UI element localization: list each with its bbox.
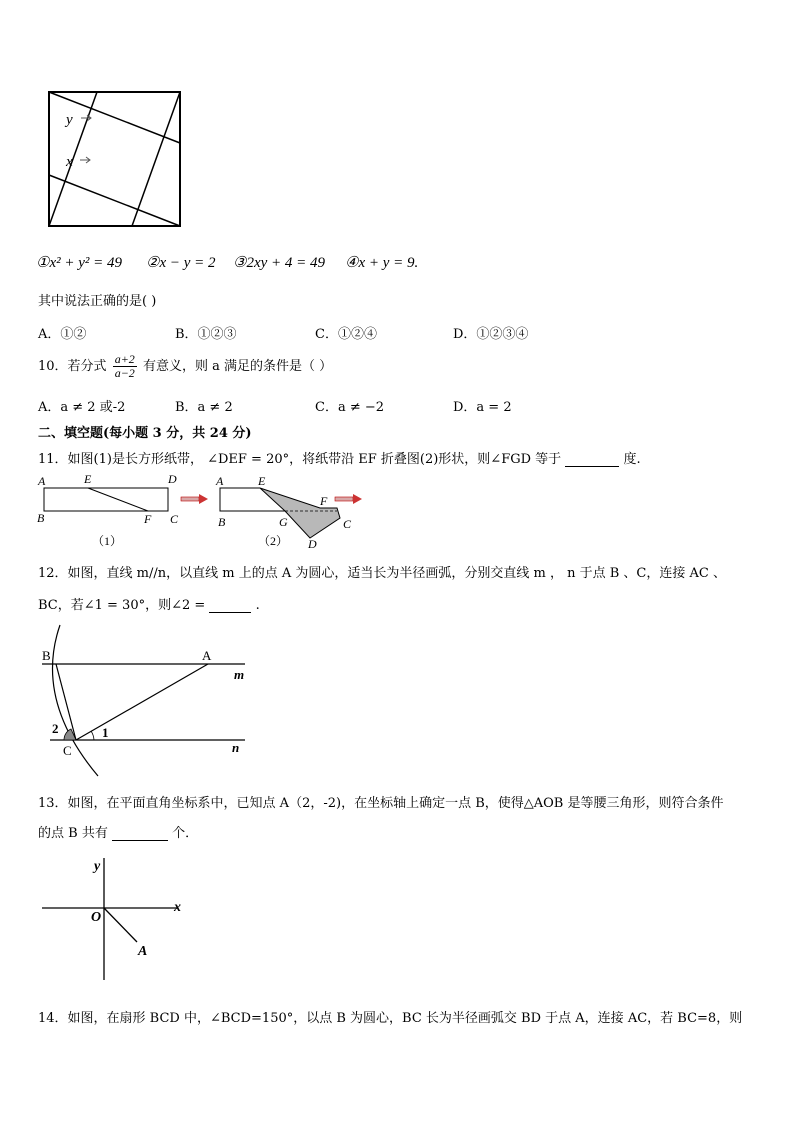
q11-stem xyxy=(38,448,641,467)
fig-arrow-1 xyxy=(181,494,208,504)
segment-BC xyxy=(56,664,76,740)
q9-option-d: D．①②③④ xyxy=(453,327,529,342)
q9-square-figure xyxy=(44,88,186,230)
diag-line-4 xyxy=(49,92,97,226)
fig2-caption: （2） xyxy=(258,534,289,548)
q14-line1: 14．如图，在扇形 BCD 中，∠BCD=150°，以点 B 为圆心，BC 长为半径画弧交 BD 于点 A，连接 AC，若 BC=8，则 xyxy=(38,1011,743,1026)
q12-line2-text: BC，若∠1 = 30°，则∠2 = xyxy=(38,598,206,613)
diag-line-2 xyxy=(132,92,180,226)
q12-label-B: B xyxy=(42,648,51,663)
segment-AC xyxy=(76,664,208,740)
q13-line2-text: 的点 B 共有 xyxy=(38,826,108,841)
q13-line1: 13．如图，在平面直角坐标系中，已知点 A（2，-2)，在坐标轴上确定一点 B，使得△AOB 是等腰三角形，则符合条件 xyxy=(38,796,724,811)
q10-frac-numerator: a+2 xyxy=(114,352,135,366)
fig1-caption: （1） xyxy=(92,534,123,548)
fig2-label-A: A xyxy=(216,474,224,488)
fig1-label-B: B xyxy=(37,511,45,525)
q13-line2 xyxy=(38,822,198,841)
q9-eq4: ④x + y = 9. xyxy=(345,255,419,271)
q10-frac-denominator: a−2 xyxy=(114,366,135,380)
fig1-label-D: D xyxy=(168,472,177,486)
q9-prompt: 其中说法正确的是( ) xyxy=(38,294,157,309)
q9-fig-label-x: x xyxy=(66,154,73,170)
fig2-label-D: D xyxy=(308,537,317,551)
q9-eq1: ①x² + y² = 49 xyxy=(36,255,123,271)
q13-label-A: A xyxy=(138,944,148,959)
q11-text-a: 11．如图(1)是长方形纸带， ∠DEF = 20°，将纸带沿 EF 折叠图(2)形状，则∠FGD 等于 xyxy=(38,452,562,467)
q9-eq3: ③2xy + 4 = 49 xyxy=(233,255,326,271)
q10-option-a: A．a ≠ 2 或-2 xyxy=(38,400,126,415)
fig2-label-E: E xyxy=(258,474,266,488)
q12-label-n: n xyxy=(232,740,240,755)
arc-bc xyxy=(52,625,98,776)
fig-arrow-2 xyxy=(335,494,362,504)
fig1-strip xyxy=(44,488,168,511)
q13-label-y: y xyxy=(94,859,101,874)
q10-fraction xyxy=(113,353,137,380)
q10-suffix: 有意义，则 a 满足的条件是（ ） xyxy=(142,359,333,374)
fig2-label-G: G xyxy=(279,515,288,529)
fig1-label-E: E xyxy=(84,472,92,486)
q12-label-1: 1 xyxy=(102,725,109,740)
fig1-fold-line xyxy=(88,488,148,511)
q9-eq2: ②x − y = 2 xyxy=(146,255,216,271)
q9-option-c: C．①②④ xyxy=(315,327,377,342)
q13-coordinate-figure xyxy=(38,852,190,984)
angle-1-marker xyxy=(91,731,94,740)
q12-label-A: A xyxy=(202,648,212,663)
y-arrow-mark xyxy=(81,115,91,121)
q10-option-c: C．a ≠ −2 xyxy=(315,400,385,415)
q12-line2-end: . xyxy=(255,598,260,613)
fig1-label-A: A xyxy=(38,474,46,488)
segment-OA xyxy=(104,908,137,942)
q13-answer-blank[interactable] xyxy=(112,826,168,841)
fig2-folded-part xyxy=(260,488,340,538)
q12-line1: 12．如图，直线 m//n，以直线 m 上的点 A 为圆心，适当长为半径画弧，分别交直线 m ， n 于点 B 、C，连接 AC 、 xyxy=(38,566,726,581)
q11-answer-blank[interactable] xyxy=(565,452,619,467)
section-2-heading: 二、填空题(每小题 3 分，共 24 分) xyxy=(38,426,252,441)
q12-answer-blank[interactable] xyxy=(209,598,251,613)
q11-text-b: 度. xyxy=(623,452,641,467)
fig2-label-C: C xyxy=(343,517,352,531)
q10-option-d: D．a = 2 xyxy=(453,400,512,415)
q12-label-C: C xyxy=(63,743,72,758)
fig2-label-F: F xyxy=(320,494,328,508)
q10-stem xyxy=(38,353,332,380)
q9-option-a: A．①② xyxy=(38,327,87,342)
x-arrow-mark xyxy=(80,157,90,163)
q12-figure xyxy=(36,622,256,778)
q13-label-x: x xyxy=(174,900,181,915)
q12-label-2: 2 xyxy=(52,721,59,736)
fig1-label-F: F xyxy=(144,512,152,526)
q12-line2 xyxy=(38,594,260,613)
q9-option-b: B．①②③ xyxy=(175,327,237,342)
q12-label-m: m xyxy=(234,667,245,682)
q9-fig-label-y: y xyxy=(66,112,73,128)
q13-line2-end: 个． xyxy=(172,826,199,841)
fig2-label-B: B xyxy=(218,515,226,529)
q13-label-O: O xyxy=(91,910,102,925)
q10-prefix: 10．若分式 xyxy=(38,359,107,374)
diag-line-3 xyxy=(49,175,180,226)
fig1-label-C: C xyxy=(170,512,179,526)
q11-figures xyxy=(30,470,375,552)
q10-option-b: B．a ≠ 2 xyxy=(175,400,233,415)
